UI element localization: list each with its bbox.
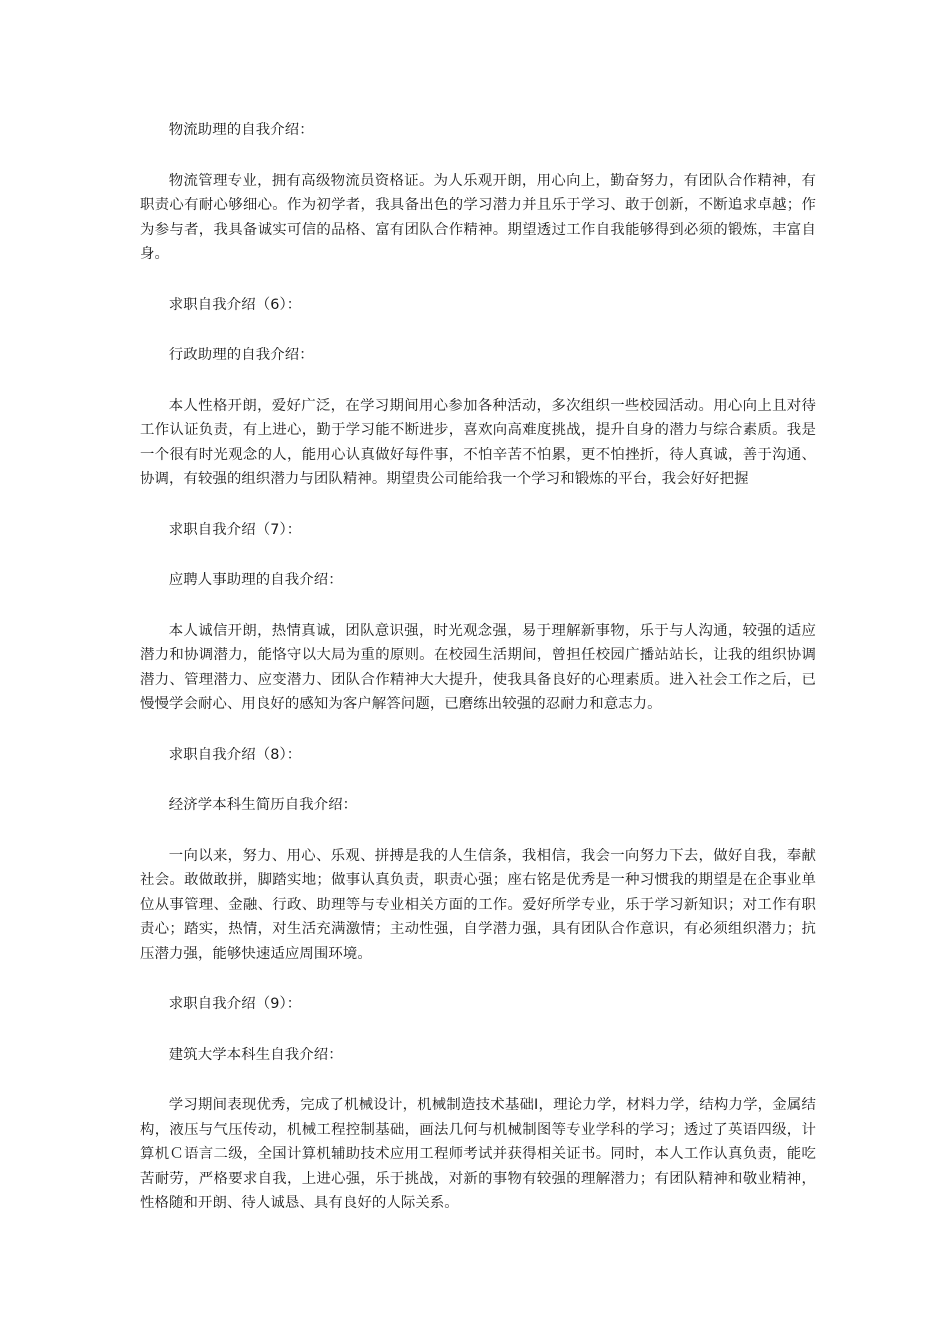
section-title-6: 求职自我介绍（6）： [168,296,302,313]
section-title-7: 求职自我介绍（7）： [168,521,302,538]
paragraph-logistics-intro: 物流管理专业，拥有高级物流员资格证。为人乐观开朗，用心向上，勤奋努力，有团队合作精神，有职责心有耐心够细心。作为初学者，我具备出色的学习潜力并且乐于学习、敢于创新，不断追求卓越；作为参与者，我具备诚实可信的品格、富有团队合作精神。期望透过工作自我能够得到必须的锻炼，丰富自身。 [140,172,816,262]
section-heading-hr: 应聘人事助理的自我介绍： [168,572,343,588]
paragraph-economics-intro: 一向以来，努力、用心、乐观、拼搏是我的人生信条，我相信，我会一向努力下去，做好自我，奉献社会。敢做敢拼，脚踏实地；做事认真负责，职责心强；座右铭是优秀是一种习惯我的期望是在企事业单位从事管理、金融、行政、助理等与专业相关方面的工作。爱好所学专业，乐于学习新知识；对工作有职责心；踏实，热情，对生活充满激情；主动性强，自学潜力强，具有团队合作意识，有必须组织潜力；抗压潜力强，能够快速适应周围环境。 [140,847,816,962]
section-title-8: 求职自我介绍（8）： [168,746,302,763]
section-heading-economics: 经济学本科生简历自我介绍： [168,797,358,813]
section-heading-admin: 行政助理的自我介绍： [168,347,314,363]
document-page [140,118,816,1242]
paragraph-admin-intro: 本人性格开朗，爱好广泛，在学习期间用心参加各种活动，多次组织一些校园活动。用心向上且对待工作认证负责，有上进心，勤于学习能不断进步，喜欢向高难度挑战，提升自身的潜力与综合素质。我是一个很有时光观念的人，能用心认真做好每件事，不怕辛苦不怕累，更不怕挫折，待人真诚，善于沟通、协调，有较强的组织潜力与团队精神。期望贵公司能给我一个学习和锻炼的平台，我会好好把握 [140,397,816,487]
paragraph-hr-intro: 本人诚信开朗，热情真诚，团队意识强，时光观念强，易于理解新事物，乐于与人沟通，较强的适应潜力和协调潜力，能恪守以大局为重的原则。在校园生活期间，曾担任校园广播站站长，让我的组织协调潜力、管理潜力、应变潜力、团队合作精神大大提升，使我具备良好的心理素质。进入社会工作之后，已慢慢学会耐心、用良好的感知为客户解答问题，已磨练出较强的忍耐力和意志力。 [140,622,816,712]
section-title-9: 求职自我介绍（9）： [168,996,302,1012]
section-heading-architecture: 建筑大学本科生自我介绍： [168,1046,343,1063]
section-heading-logistics: 物流助理的自我介绍： [168,122,314,138]
paragraph-architecture-intro: 学习期间表现优秀，完成了机械设计，机械制造技术基础Ⅰ，理论力学，材料力学，结构力学，金属结构，液压与气压传动，机械工程控制基础，画法几何与机械制图等专业学科的学习；透过了英语四级，计算机Ｃ语言二级，全国计算机辅助技术应用工程师考试并获得相关证书。同时，本人工作认真负责，能吃苦耐劳，严格要求自我，上进心强，乐于挑战，对新的事物有较强的理解潜力；有团队精神和敬业精神，性格随和开朗、待人诚恳、具有良好的人际关系。 [140,1097,816,1211]
